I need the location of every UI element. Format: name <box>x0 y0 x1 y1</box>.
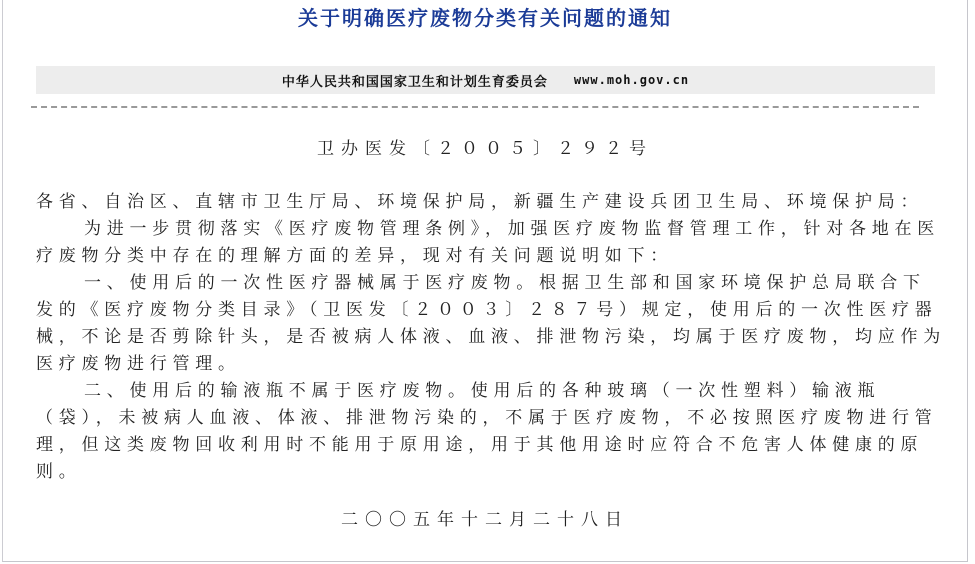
page-title: 关于明确医疗废物分类有关问题的通知 <box>298 8 672 30</box>
document-date: 二〇〇五年十二月二十八日 <box>341 510 629 529</box>
notice-page <box>2 0 968 562</box>
paragraph-item-two: 二、使用后的输液瓶不属于医疗废物。使用后的各种玻璃（一次性塑料）输液瓶（袋），未被病人血液、体液、排泄物污染的，不属于医疗废物，不必按照医疗废物进行管理，但这类废物回收利用时不能用于原用途，用于其他用途时应符合不危害人体健康的原则。 <box>36 381 938 481</box>
paragraph-item-one: 一、使用后的一次性医疗器械属于医疗废物。根据卫生部和国家环境保护总局联合下发的《医疗废物分类目录》（卫医发〔２００３〕２８７号）规定，使用后的一次性医疗器械，不论是否剪除针头，是否被病人体液、血液、排泄物污染，均属于医疗废物，均应作为医疗废物进行管理。 <box>36 273 946 373</box>
agency-banner <box>36 66 935 94</box>
document-body <box>36 188 946 485</box>
agency-name: 中华人民共和国国家卫生和计划生育委员会 <box>281 73 548 89</box>
dashed-divider <box>31 106 919 108</box>
paragraph-intro: 为进一步贯彻落实《医疗废物管理条例》，加强医疗废物监督管理工作，针对各地在医疗废物分类中存在的理解方面的差异，现对有关问题说明如下： <box>36 219 940 265</box>
document-number: 卫办医发〔２００５〕２９２号 <box>317 139 653 158</box>
paragraph-recipients: 各省、自治区、直辖市卫生厅局、环境保护局，新疆生产建设兵团卫生局、环境保护局： <box>36 192 924 211</box>
agency-website-url: www.moh.gov.cn <box>573 73 690 87</box>
